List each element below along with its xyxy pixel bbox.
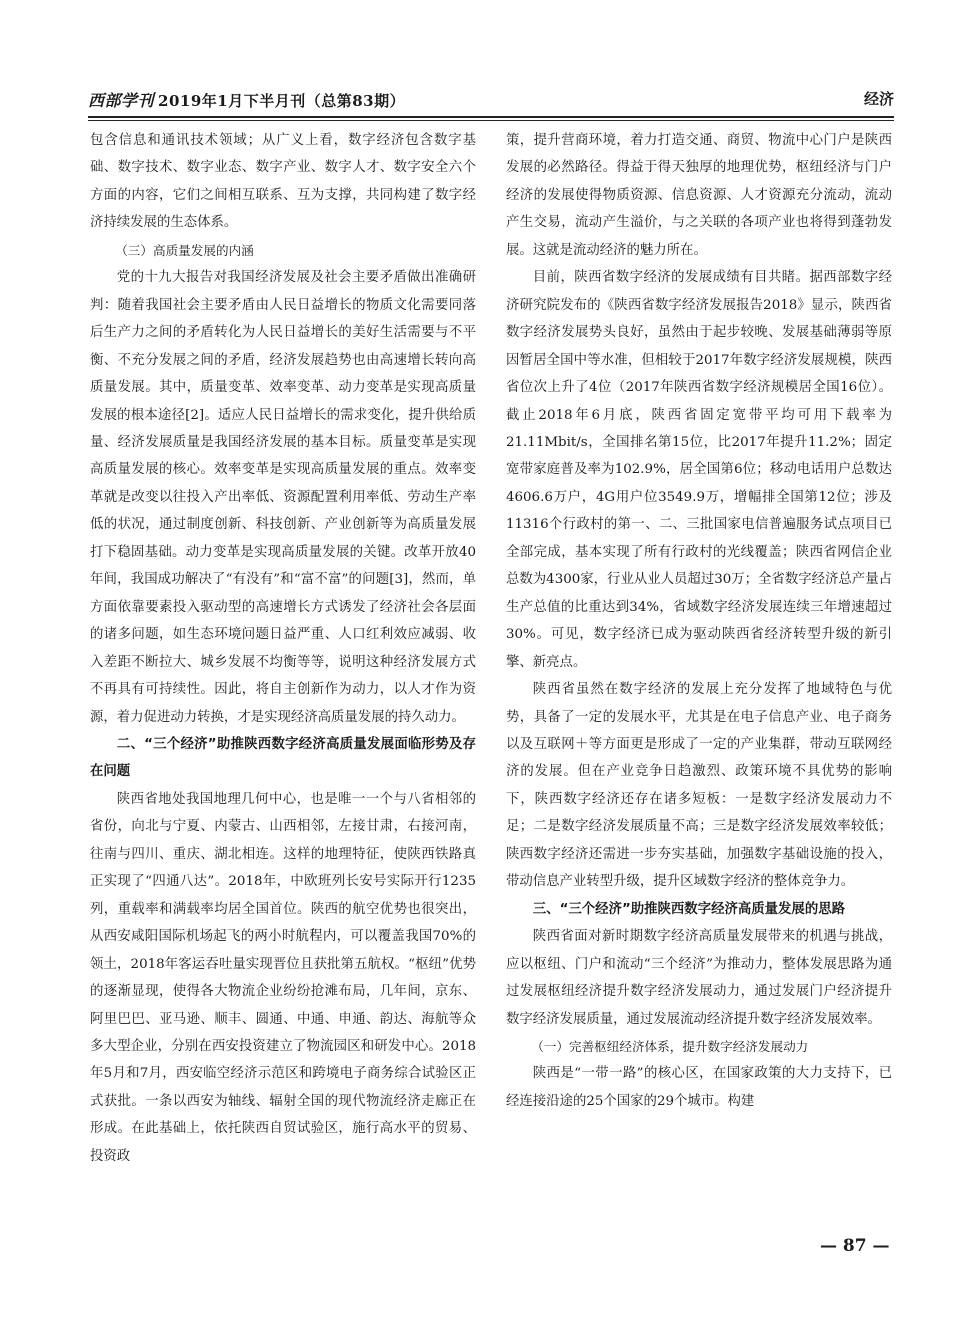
page-number: — 87 — <box>820 1236 890 1256</box>
section-label: 经济 <box>863 90 894 108</box>
paragraph: 陕西省面对新时期数字经济高质量发展带来的机遇与挑战，应以枢纽、门户和流动“三个经济”为推动力，整体发展思路为通过发展枢纽经济提升数字经济发展动力，通过发展门户经济提升数字经济发展质量，通过发展流动经济提升数字经济发展效率。 <box>506 929 892 1027</box>
header-divider-thin <box>88 120 894 121</box>
paragraph: 陕西是“一带一路”的核心区，在国家政策的大力支持下，已经连接沿途的25个国家的29个城市。构建 <box>506 1066 892 1109</box>
section-heading: 三、“三个经济”助推陕西数字经济高质量发展的思路 <box>532 901 845 917</box>
paragraph: 目前，陕西省数字经济的发展成绩有目共睹。据西部数字经济研究院发布的《陕西省数字经济发展报告2018》显示，陕西省数字经济发展势头良好，虽然由于起步较晚、发展基础薄弱等原因暂居全国中等水准，但相较于2017年数字经济发展规模，陕西省位次上升了4位（2017年陕西省数字经济规模居全国16位）。截止2018年6月底，陕西省固定宽带平均可用下载率为21.11Mbit/s，全国排名第15位，比2017年提升11.2%；固定宽带家庭普及率为102.9%，居全国第6位；移动电话用户总数达4606.6万户，4G用户位3549.9万，增幅排全国第12位；涉及11316个行政村的第一、二、三批国家电信普遍服务试点项目已全部完成，基本实现了所有行政村的光线覆盖；陕西省网信企业总数为4300家，行业从业人员超过30万；全省数字经济总产量占生产总值的比重达到34%，省域数字经济发展连续三年增速超过30%。可见，数字经济已成为驱动陕西省经济转型升级的新引擎、新亮点。 <box>506 270 892 670</box>
paragraph: 陕西省虽然在数字经济的发展上充分发挥了地域特色与优势，具备了一定的发展水平，尤其是在电子信息产业、电子商务以及互联网＋等方面更是形成了一定的产业集群，带动互联网经济的发展。但在产业竞争日趋激烈、政策环境不具优势的影响下，陕西数字经济还存在诸多短板：一是数字经济发展动力不足；二是数字经济发展质量不高；三是数字经济发展效率较低；陕西数字经济还需进一步夯实基础，加强数字基础设施的投入，带动信息产业转型升级，提升区域数字经济的整体竞争力。 <box>506 682 892 890</box>
paragraph: 包含信息和通讯技术领域；从广义上看，数字经济包含数字基础、数字技术、数字业态、数字产业、数字人才、数字安全六个方面的内容，它们之间相互联系、互为支撑，共同构建了数字经济持续发展的生态体系。 <box>90 133 476 231</box>
paragraph: 陕西省地处我国地理几何中心，也是唯一一个与八省相邻的省份，向北与宁夏、内蒙古、山西相邻，左接甘肃，右接河南，往南与四川、重庆、湖北相连。这样的地理特征，使陕西铁路真正实现了“四通八达”。2018年，中欧班列长安号实际开行1235列，重载率和满载率均居全国首位。陕西的航空优势也很突出，从西安咸阳国际机场起飞的两小时航程内，可以覆盖我国70%的领土，2018年客运吞吐量实现晋位且获批第五航权。“枢纽”优势的逐渐显现，使得各大物流企业纷纷抢滩布局，几年间，京东、阿里巴巴、亚马逊、顺丰、圆通、中通、申通、韵达、海航等众多大型企业，分别在西安投资建立了物流园区和研发中心。2018年5月和7月，西安临空经济示范区和跨境电子商务综合试验区正式获批。一条以西安为轴线、辐射全国的现代物流经济走廊正在形成。在此基础上，依托陕西自贸试验区，施行高水平的贸易、投资政 <box>90 791 476 1164</box>
paragraph: 党的十九大报告对我国经济发展及社会主要矛盾做出准确研判：随着我国社会主要矛盾由人民日益增长的物质文化需要同落后生产力之间的矛盾转化为人民日益增长的美好生活需要与不平衡、不充分发展之间的矛盾，经济发展趋势也由高速增长转向高质量发展。其中，质量变革、效率变革、动力变革是实现高质量发展的根本途径[2]。适应人民日益增长的需求变化，提升供给质量、经济发展质量是我国经济发展的基本目标。质量变革是实现高质量发展的核心。效率变革是实现高质量发展的重点。效率变革就是改变以往投入产出率低、资源配置利用率低、劳动生产率低的状况，通过制度创新、科技创新、产业创新等为高质量发展打下稳固基础。动力变革是实现高质量发展的关键。改革开放40年间，我国成功解决了“有没有”和“富不富”的问题[3]，然而，单方面依靠要素投入驱动型的高速增长方式诱发了经济社会各层面的诸多问题，如生态环境问题日益严重、人口红利效应减弱、收入差距不断拉大、城乡发展不均衡等等，说明这种经济发展方式不再具有可持续性。因此，将自主创新作为动力，以人才作为资源，着力促进动力转换，才是实现经济高质量发展的持久动力。 <box>90 270 476 725</box>
section-heading: 二、“三个经济”助推陕西数字经济高质量发展面临形势及存在问题 <box>90 736 476 780</box>
subsection-heading: （三）高质量发展的内涵 <box>115 242 254 258</box>
left-column <box>90 127 476 1170</box>
journal-brand-logo: 西部学刊 <box>88 91 155 110</box>
running-header <box>88 86 894 112</box>
journal-issue: 2019年1月下半月刊（总第83期） <box>158 92 406 110</box>
right-column <box>506 127 892 1115</box>
subsection-heading: （一）完善枢纽经济体系，提升数字经济发展动力 <box>531 1038 809 1054</box>
paragraph: 策，提升营商环境，着力打造交通、商贸、物流中心门户是陕西发展的必然路径。得益于得天独厚的地理优势，枢纽经济与门户经济的发展使得物质资源、信息资源、人才资源充分流动，流动产生交易，流动产生溢价，与之关联的各项产业也将得到蓬勃发展。这就是流动经济的魅力所在。 <box>506 133 892 258</box>
journal-title <box>88 88 405 111</box>
header-divider <box>88 116 894 118</box>
